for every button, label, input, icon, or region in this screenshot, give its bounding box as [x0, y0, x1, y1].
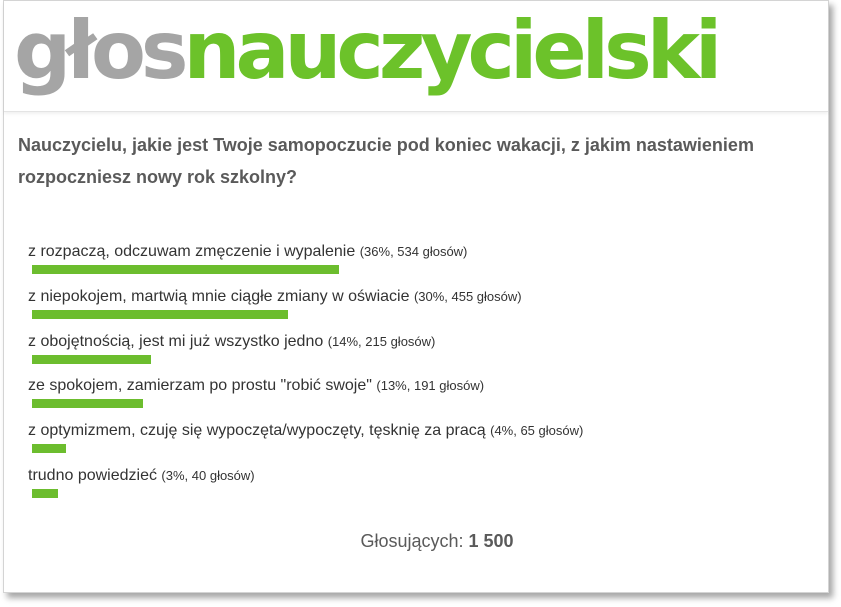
poll-option-label: z optymizmem, czuję się wypoczęta/wypoczęty, tęsknię za pracą	[28, 422, 486, 440]
poll-option	[28, 420, 808, 465]
site-header	[4, 1, 828, 112]
total-value: 1 500	[468, 531, 514, 551]
poll-option-bar	[32, 310, 288, 319]
site-logo[interactable]	[14, 3, 717, 99]
poll-total-voters	[4, 531, 828, 552]
poll-option-result: (14%, 215 głosów)	[327, 333, 436, 349]
poll-option-label: z niepokojem, martwią mnie ciągłe zmiany w oświacie	[28, 287, 410, 305]
logo-part-nauczycielski: nauczycielski	[183, 4, 718, 97]
poll-option-bar	[32, 355, 151, 364]
poll-option-bar	[32, 265, 339, 274]
total-label: Głosujących:	[360, 531, 464, 551]
poll-option-bar	[32, 489, 58, 498]
poll-option-result: (36%, 534 głosów)	[359, 244, 468, 259]
poll-option-bar	[32, 444, 66, 453]
poll-option	[28, 286, 808, 331]
poll-option-label: trudno powiedzieć	[28, 466, 157, 484]
poll-option-label: z rozpaczą, odczuwam zmęczenie i wypalenie	[28, 243, 356, 260]
poll-option	[28, 375, 808, 420]
poll-option-label: z obojętnością, jest mi już wszystko jedno	[28, 332, 324, 350]
poll-option-result: (30%, 455 głosów)	[413, 288, 522, 304]
poll-options	[28, 241, 808, 510]
poll-option	[28, 465, 808, 510]
poll-option-bar	[32, 399, 143, 408]
logo-part-glos: głos	[14, 4, 184, 97]
poll-option-result: (3%, 40 głosów)	[161, 467, 255, 483]
poll-option-label: ze spokojem, zamierzam po prostu "robić swoje"	[28, 377, 372, 395]
poll-option	[28, 241, 808, 286]
poll-option	[28, 331, 808, 376]
poll-option-result: (4%, 65 głosów)	[490, 423, 584, 439]
poll-option-result: (13%, 191 głosów)	[376, 378, 485, 394]
poll-question: Nauczycielu, jakie jest Twoje samopoczucie pod koniec wakacji, z jakim nastawieniem rozpoczniesz nowy rok szkolny?	[18, 135, 754, 187]
poll-card	[3, 0, 829, 593]
